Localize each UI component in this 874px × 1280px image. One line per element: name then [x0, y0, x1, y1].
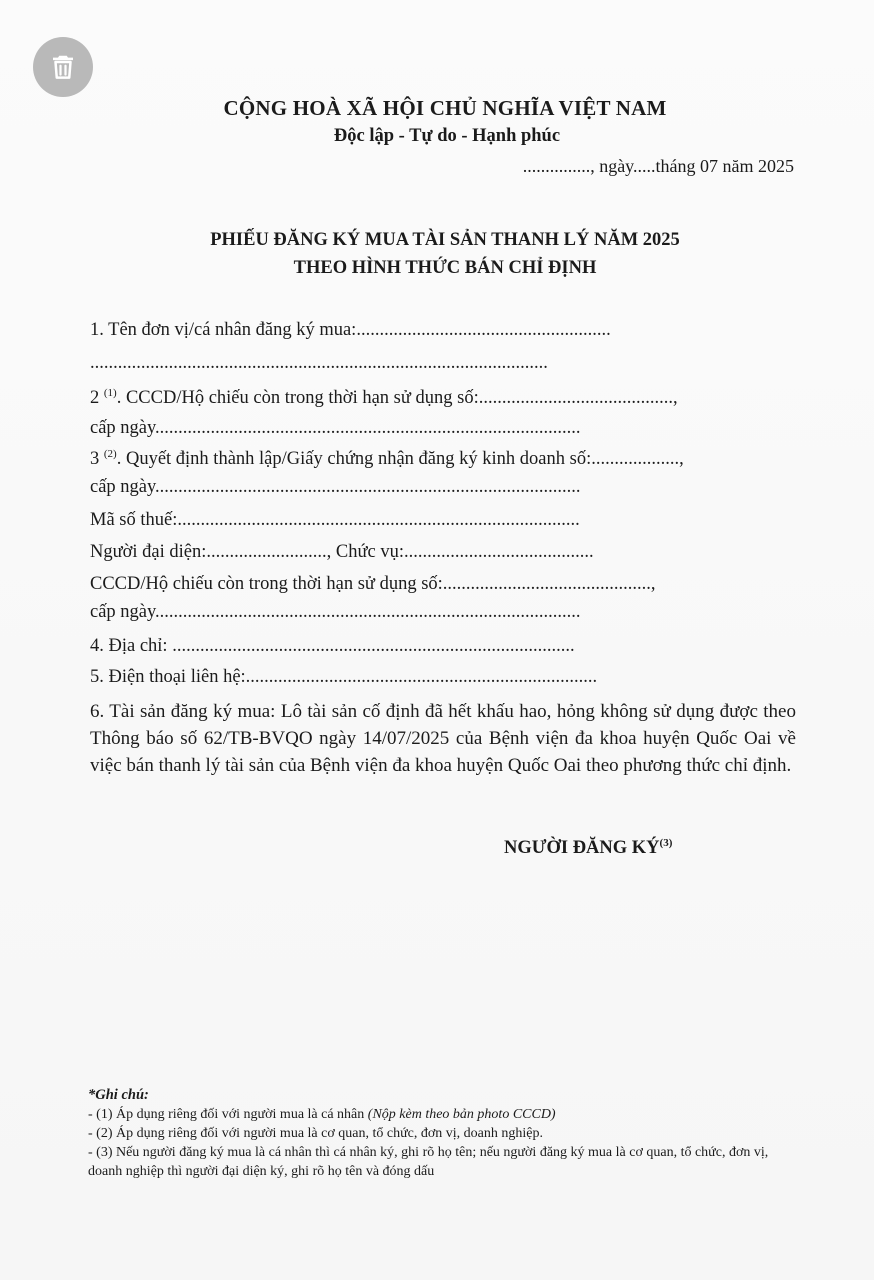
footnote-ref: (1) — [103, 388, 117, 399]
footnote-ref: (3) — [659, 836, 673, 849]
field-phone: 5. Điện thoại liên hệ:............................................................................ — [90, 667, 598, 687]
trash-icon — [48, 52, 78, 82]
field-business-license — [90, 449, 772, 470]
field-label: . CCCD/Hộ chiếu còn trong thời hạn sử dụng số:.........................................., — [116, 388, 678, 408]
field-tax-code: Mã số thuế:....................................................................................... — [90, 510, 580, 530]
field-number: 2 — [90, 388, 100, 408]
note-1 — [88, 1105, 788, 1124]
field-label: . Quyết định thành lập/Giấy chứng nhận đăng ký kinh doanh số:..................., — [116, 449, 684, 469]
field-registrant-name: 1. Tên đơn vị/cá nhân đăng ký mua:....................................................... — [90, 320, 611, 340]
note-1-italic: (Nộp kèm theo bản photo CCCD) — [367, 1107, 556, 1122]
field-representative: Người đại diện:.........................., Chức vụ:......................................... — [90, 542, 594, 562]
field-address: 4. Địa chỉ: ....................................................................................... — [90, 636, 575, 656]
assets-paragraph: 6. Tài sản đăng ký mua: Lô tài sản cố định đã hết khấu hao, hỏng không sử dụng được theo Thông báo số 62/TB-BVQO ngày 14/07/2025 của Bệnh viện đa khoa huyện Quốc Oai về việc bán thanh lý tài sản của Bệnh viện đa khoa huyện Quốc Oai theo phương thức chỉ định. — [90, 701, 796, 776]
field-registrant-name-continued: ................................................................................................... — [90, 353, 548, 373]
field-id-issue-date: cấp ngày............................................................................................ — [90, 418, 581, 438]
signer-text: NGƯỜI ĐĂNG KÝ — [504, 838, 660, 858]
field-representative-id-date: cấp ngày............................................................................................ — [90, 602, 581, 622]
motto-heading: Độc lập - Tự do - Hạnh phúc — [333, 126, 561, 146]
notes-title: *Ghi chú: — [88, 1087, 149, 1103]
note-3: - (3) Nếu người đăng ký mua là cá nhân thì cá nhân ký, ghi rõ họ tên; nếu người đăng ký mua là cơ quan, tổ chức, đơn vị, doanh nghiệp thì người đại diện ký, ghi rõ họ tên và đóng dấu — [88, 1145, 769, 1179]
note-2: - (2) Áp dụng riêng đối với người mua là cơ quan, tổ chức, đơn vị, doanh nghiệp. — [88, 1126, 543, 1141]
notes-section — [88, 1086, 788, 1181]
place-date-line: ..............., ngày.....tháng 07 năm 2025 — [522, 156, 794, 176]
delete-button[interactable] — [33, 37, 93, 97]
form-title: PHIẾU ĐĂNG KÝ MUA TÀI SẢN THANH LÝ NĂM 2025 — [210, 230, 680, 250]
field-license-issue-date: cấp ngày............................................................................................ — [90, 477, 581, 497]
note-1-text: - (1) Áp dụng riêng đối với người mua là cá nhân — [88, 1107, 368, 1122]
field-id-number — [90, 388, 772, 409]
form-subtitle: THEO HÌNH THỨC BÁN CHỈ ĐỊNH — [293, 258, 597, 278]
field-number: 3 — [90, 449, 100, 469]
signer-label — [504, 838, 672, 859]
field-representative-id: CCCD/Hộ chiếu còn trong thời hạn sử dụng số:............................................., — [90, 574, 656, 594]
nation-heading: CỘNG HOÀ XÃ HỘI CHỦ NGHĨA VIỆT NAM — [223, 96, 667, 120]
footnote-ref: (2) — [103, 449, 117, 460]
